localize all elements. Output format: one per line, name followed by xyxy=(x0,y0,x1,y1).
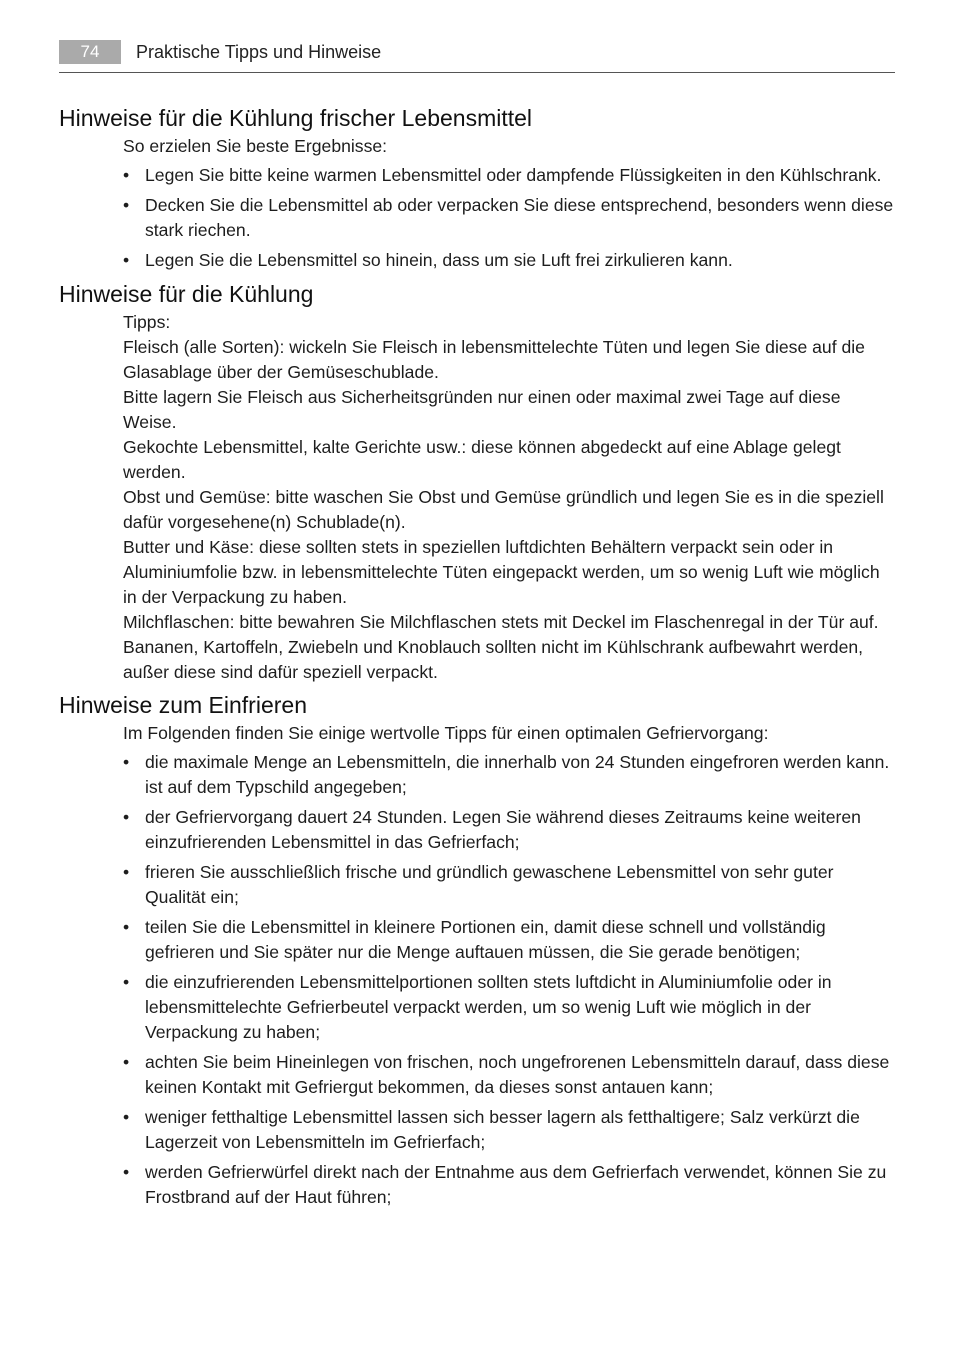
section-fresh-food-cooling xyxy=(59,102,895,273)
bullet-icon: • xyxy=(123,195,130,215)
bullet-icon: • xyxy=(123,972,130,992)
bullet-icon: • xyxy=(123,250,130,270)
paragraph: Fleisch (alle Sorten): wickeln Sie Fleisch in lebensmittelechte Tüten und legen Sie diese auf die Glasablage über der Gemüseschublade. xyxy=(123,337,865,382)
paragraph: Milchflaschen: bitte bewahren Sie Milchflaschen stets mit Deckel im Flaschenregal in der Tür auf. xyxy=(123,612,879,632)
page-number: 74 xyxy=(59,40,121,64)
bullet-list xyxy=(123,163,895,273)
paragraph: Bitte lagern Sie Fleisch aus Sicherheitsgründen nur einen oder maximal zwei Tage auf diese Weise. xyxy=(123,387,841,432)
section-heading: Hinweise für die Kühlung frischer Lebensmittel xyxy=(59,105,533,131)
page-header xyxy=(59,38,895,73)
paragraph: Butter und Käse: diese sollten stets in speziellen luftdichten Behältern verpackt sein oder in Aluminiumfolie bzw. in lebensmittelechte Tüten eingepackt werden, um so wenig Luft wie möglich in der Verpackung zu haben. xyxy=(123,537,880,607)
paragraph: Gekochte Lebensmittel, kalte Gerichte usw.: diese können abgedeckt auf eine Ablage gelegt werden. xyxy=(123,437,841,482)
list-item: • die einzufrierenden Lebensmittelportionen sollten stets luftdicht in Aluminiumfolie oder in lebensmittelechte Gefrierbeutel verpackt werden, um so wenig Luft wie möglich in der Verpackung zu haben; xyxy=(123,972,832,1042)
bullet-icon: • xyxy=(123,1162,130,1182)
section-body xyxy=(123,134,895,273)
list-item: • Decken Sie die Lebensmittel ab oder verpacken Sie diese entsprechend, besonders wenn diese stark riechen. xyxy=(123,195,894,240)
page-content xyxy=(59,102,895,1215)
section-freezing-tips xyxy=(59,689,895,1210)
list-item: • die maximale Menge an Lebensmitteln, die innerhalb von 24 Stunden eingefroren werden kann. ist auf dem Typschild angegeben; xyxy=(123,752,890,797)
running-title: Praktische Tipps und Hinweise xyxy=(136,42,382,62)
paragraph: Obst und Gemüse: bitte waschen Sie Obst und Gemüse gründlich und legen Sie es in die speziell dafür vorgesehene(n) Schublade(n). xyxy=(123,487,884,532)
list-item: • Legen Sie die Lebensmittel so hinein, dass um sie Luft frei zirkulieren kann. xyxy=(123,248,895,273)
bullet-list xyxy=(123,750,895,1210)
list-item: • achten Sie beim Hineinlegen von frischen, noch ungefrorenen Lebensmitteln darauf, dass diese keinen Kontakt mit Gefriergut bekommen, da dieses sonst antauen kann; xyxy=(123,1052,890,1097)
bullet-icon: • xyxy=(123,917,130,937)
section-heading: Hinweise zum Einfrieren xyxy=(59,692,307,718)
bullet-icon: • xyxy=(123,1052,130,1072)
list-item: • frieren Sie ausschließlich frische und gründlich gewaschene Lebensmittel von sehr guter Qualität ein; xyxy=(123,862,834,907)
section-body xyxy=(123,721,895,1210)
section-heading: Hinweise für die Kühlung xyxy=(59,281,314,307)
section-intro: Im Folgenden finden Sie einige wertvolle Tipps für einen optimalen Gefriervorgang: xyxy=(123,723,769,743)
list-item: • Legen Sie bitte keine warmen Lebensmittel oder dampfende Flüssigkeiten in den Kühlschrank. xyxy=(123,163,895,188)
section-body xyxy=(123,310,895,685)
paragraph: Tipps: xyxy=(123,312,171,332)
bullet-icon: • xyxy=(123,807,130,827)
list-item: • werden Gefrierwürfel direkt nach der Entnahme aus dem Gefrierfach verwendet, können Sie zu Frostbrand auf der Haut führen; xyxy=(123,1162,887,1207)
list-item: • teilen Sie die Lebensmittel in kleinere Portionen ein, damit diese schnell und vollständig gefrieren und Sie später nur die Menge auftauen müssen, die Sie gerade benötigen; xyxy=(123,917,826,962)
bullet-icon: • xyxy=(123,752,130,772)
bullet-icon: • xyxy=(123,165,130,185)
paragraph: Bananen, Kartoffeln, Zwiebeln und Knoblauch sollten nicht im Kühlschrank aufbewahrt werden, außer diese sind dafür speziell verpackt. xyxy=(123,637,864,682)
bullet-icon: • xyxy=(123,1107,130,1127)
section-intro: So erzielen Sie beste Ergebnisse: xyxy=(123,136,388,156)
section-cooling-tips xyxy=(59,278,895,685)
list-item: • der Gefriervorgang dauert 24 Stunden. Legen Sie während dieses Zeitraums keine weiteren einzufrierenden Lebensmittel in das Gefrierfach; xyxy=(123,807,861,852)
bullet-icon: • xyxy=(123,862,130,882)
list-item: • weniger fetthaltige Lebensmittel lassen sich besser lagern als fetthaltigere; Salz verkürzt die Lagerzeit von Lebensmitteln im Gefrierfach; xyxy=(123,1107,860,1152)
